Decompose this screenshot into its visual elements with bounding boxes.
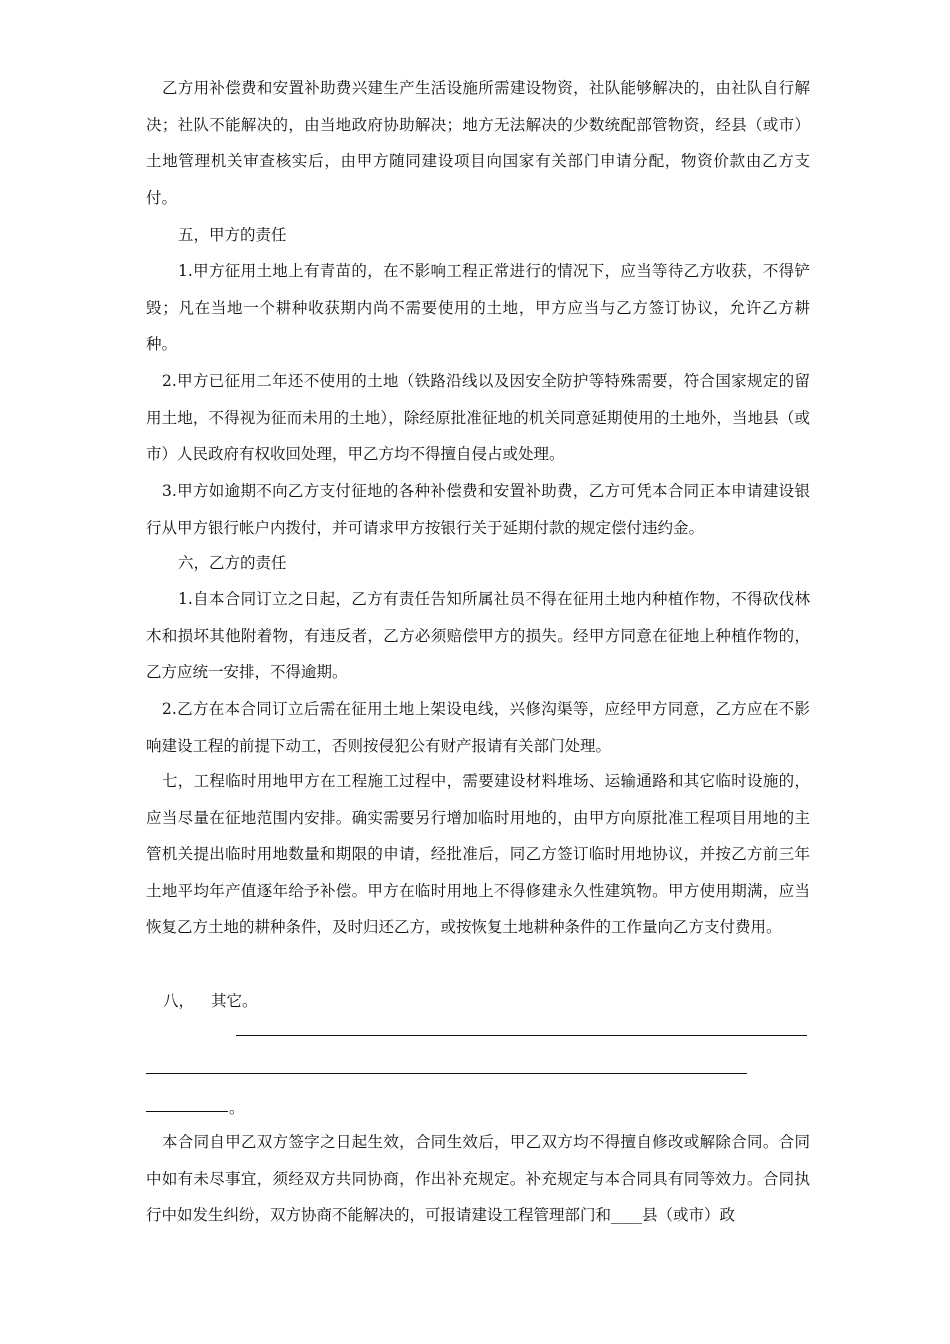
section-heading-party-b-duties: 六，乙方的责任 — [178, 554, 287, 572]
paragraph-b-2: 2.乙方在本合同订立后需在征用土地上架设电线，兴修沟渠等，应经甲方同意，乙方应在不影响建设工程的前提下动工，否则按侵犯公有财产报请有关部门处理。 — [146, 700, 810, 755]
section-heading-party-a-duties: 五，甲方的责任 — [178, 226, 287, 244]
blank-line-1 — [236, 1035, 807, 1036]
section-heading-other-text: 其它。 — [211, 992, 258, 1010]
blank-period: 。 — [229, 1099, 245, 1117]
paragraph-effective-clause: 本合同自甲乙双方签字之日起生效，合同生效后，甲乙双方均不得擅自修改或解除合同。合同中如有未尽事宜，须经双方共同协商，作出补充规定。补充规定与本合同具有同等效力。合同执行中如发生纠纷，双方协商不能解决的，可报请建设工程管理部门和____县（或市）政 — [146, 1133, 810, 1224]
blank-line-3 — [146, 1111, 228, 1112]
paragraph-a-1: 1.甲方征用土地上有青苗的，在不影响工程正常进行的情况下，应当等待乙方收获，不得铲毁；凡在当地一个耕种收获期内尚不需要使用的土地，甲方应当与乙方签订协议，允许乙方耕种。 — [146, 262, 810, 353]
blank-line-2 — [146, 1073, 747, 1074]
paragraph-b-1: 1.自本合同订立之日起，乙方有责任告知所属社员不得在征用土地内种植作物，不得砍伐林木和损坏其他附着物，有违反者，乙方必须赔偿甲方的损失。经甲方同意在征地上种植作物的，乙方应统一安排，不得逾期。 — [146, 590, 810, 681]
paragraph-temporary-land: 七，工程临时用地甲方在工程施工过程中，需要建设材料堆场、运输通路和其它临时设施的，应当尽量在征地范围内安排。确实需要另行增加临时用地的，由甲方向原批准工程项目用地的主管机关提出临时用地数量和期限的申请，经批准后，同乙方签订临时用地协议，并按乙方前三年土地平均年产值逐年给予补偿。甲方在临时用地上不得修建永久性建筑物。甲方使用期满，应当恢复乙方土地的耕种条件，及时归还乙方，或按恢复土地耕种条件的工作量向乙方支付费用。 — [146, 772, 810, 936]
section-heading-other-number: 八， — [163, 992, 195, 1010]
paragraph-a-3: 3.甲方如逾期不向乙方支付征地的各种补偿费和安置补助费，乙方可凭本合同正本申请建设银行从甲方银行帐户内拨付，并可请求甲方按银行关于延期付款的规定偿付违约金。 — [146, 482, 810, 537]
paragraph-materials: 乙方用补偿费和安置补助费兴建生产生活设施所需建设物资，社队能够解决的，由社队自行解决；社队不能解决的，由当地政府协助解决；地方无法解决的少数统配部管物资，经县（或市）土地管理机关审查核实后，由甲方随同建设项目向国家有关部门申请分配，物资价款由乙方支付。 — [146, 79, 810, 207]
paragraph-a-2: 2.甲方已征用二年还不使用的土地（铁路沿线以及因安全防护等特殊需要，符合国家规定的留用土地，不得视为征而未用的土地），除经原批准征地的机关同意延期使用的土地外，当地县（或市）人民政府有权收回处理，甲乙方均不得擅自侵占或处理。 — [146, 372, 810, 463]
